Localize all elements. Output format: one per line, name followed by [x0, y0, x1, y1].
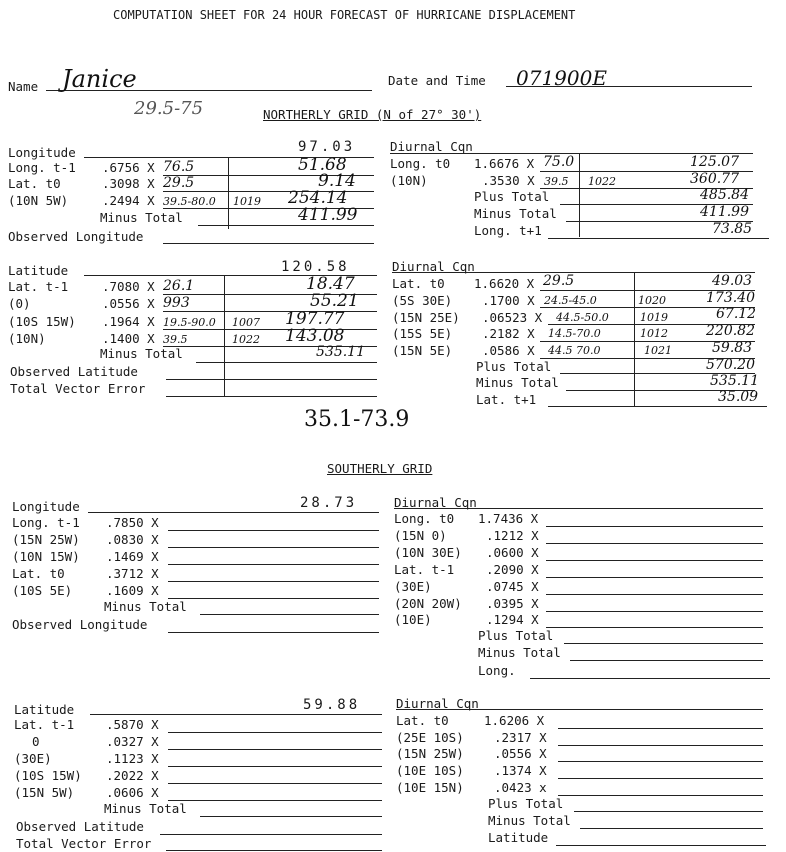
- row-pressure[interactable]: 1019: [640, 311, 668, 324]
- rule: [160, 834, 382, 835]
- row-input[interactable]: 39.5-80.0: [163, 195, 216, 208]
- minus-total-label: Minus Total: [476, 375, 559, 390]
- rule: [166, 396, 377, 397]
- name-value[interactable]: Janice: [62, 65, 137, 93]
- label: Diurnal Cqn: [390, 139, 473, 154]
- row-coef: .1469 X: [106, 549, 159, 564]
- row-coef: .1374 X: [494, 763, 547, 778]
- label: Diurnal Cqn: [396, 696, 479, 711]
- minus-total-label: Minus Total: [104, 599, 187, 614]
- row-value[interactable]: 59.83: [712, 340, 753, 356]
- southerly-heading: SOUTHERLY GRID: [327, 461, 433, 476]
- row-value[interactable]: 125.07: [690, 154, 739, 170]
- row-label: (15N 25W): [396, 746, 464, 761]
- observed-latitude-label: Observed Latitude: [16, 819, 144, 834]
- rule: [200, 614, 379, 615]
- rule: [564, 643, 763, 644]
- row-label: (30E): [394, 579, 432, 594]
- row-coef: .1400 X: [102, 331, 155, 346]
- rule: [558, 795, 763, 796]
- rule: [558, 745, 763, 746]
- minus-total-label: Minus Total: [488, 813, 571, 828]
- row-coef: .0606 X: [106, 785, 159, 800]
- row-label: (10S 15W): [8, 314, 76, 329]
- date-value[interactable]: 071900E: [516, 66, 607, 90]
- rule: [394, 508, 763, 509]
- rule: [198, 225, 374, 226]
- rule: [168, 800, 382, 801]
- row-label: (10N): [8, 331, 46, 346]
- minus-total-value[interactable]: 411.99: [700, 204, 749, 220]
- rule: [168, 598, 379, 599]
- row-input[interactable]: 19.5-90.0: [163, 316, 216, 329]
- result: 59.88: [303, 697, 361, 713]
- row-label: (25E 10S): [396, 730, 464, 745]
- row-coef: 1.6676 X: [474, 156, 535, 171]
- row-label: (10E): [394, 612, 432, 627]
- row-coef: .0556 X: [102, 296, 155, 311]
- row-label: Lat. t0: [12, 566, 65, 581]
- row-label: (5S 30E): [392, 293, 453, 308]
- rule: [546, 594, 763, 595]
- rule: [90, 714, 382, 715]
- row-label: (15N 25W): [12, 532, 80, 547]
- rule: [168, 547, 379, 548]
- rule: [530, 678, 770, 679]
- plus-total-label: Plus Total: [488, 796, 564, 811]
- rule: [558, 778, 763, 779]
- row-coef: .1609 X: [106, 583, 159, 598]
- row-coef: .1294 X: [486, 612, 539, 627]
- row-coef: .1700 X: [482, 293, 535, 308]
- row-label: (10N 15W): [12, 549, 80, 564]
- row-coef: .1964 X: [102, 314, 155, 329]
- rule: [163, 243, 374, 244]
- long-t1-label: Long. t+1: [474, 223, 542, 238]
- row-coef: .0327 X: [106, 734, 159, 749]
- row-label: (10E 15N): [396, 780, 464, 795]
- plus-total-label: Plus Total: [478, 628, 554, 643]
- row-coef: .2182 X: [482, 326, 535, 341]
- row-label: Lat. t-1: [14, 717, 75, 732]
- row-label: (10N): [390, 173, 428, 188]
- row-label: (10S 5E): [12, 583, 73, 598]
- rule: [556, 845, 766, 846]
- row-pressure[interactable]: 1019: [233, 195, 261, 208]
- rule: [558, 728, 763, 729]
- row-label: (15S 5E): [392, 326, 453, 341]
- rule: [548, 238, 769, 239]
- plus-total-label: Plus Total: [474, 189, 550, 204]
- row-label: (10N 30E): [394, 545, 462, 560]
- minus-total-value[interactable]: 535.11: [710, 373, 759, 389]
- row-label: (10S 15W): [14, 768, 82, 783]
- result: 97.03: [298, 139, 356, 155]
- row-coef: .7080 X: [102, 279, 155, 294]
- rule: [166, 850, 382, 851]
- row-label: (30E): [14, 751, 52, 766]
- rule: [546, 526, 763, 527]
- row-value[interactable]: 254.14: [288, 188, 348, 208]
- row-label: Lat. t-1: [8, 279, 69, 294]
- minus-total-value[interactable]: 411.99: [298, 205, 358, 225]
- rule: [558, 761, 763, 762]
- plus-total-value[interactable]: 570.20: [706, 357, 755, 373]
- row-value[interactable]: 55.21: [310, 291, 359, 311]
- minus-total-label: Minus Total: [104, 801, 187, 816]
- row-coef: .0586 X: [482, 343, 535, 358]
- row-coef: 1.7436 X: [478, 511, 539, 526]
- latitude-label: Latitude: [488, 830, 549, 845]
- row-coef: .0423 x: [494, 780, 547, 795]
- row-value[interactable]: 18.47: [306, 274, 355, 294]
- row-coef: .0600 X: [486, 545, 539, 560]
- row-label: 0: [32, 734, 40, 749]
- row-label: Lat. t0: [8, 176, 61, 191]
- row-coef: .2494 X: [102, 193, 155, 208]
- forecast-summary[interactable]: 35.1-73.9: [304, 407, 410, 432]
- row-coef: .06523 X: [482, 310, 543, 325]
- lat-t1-label: Lat. t+1: [476, 392, 537, 407]
- row-coef: .0745 X: [486, 579, 539, 594]
- row-label: Lat. t0: [392, 276, 445, 291]
- rule: [396, 709, 763, 710]
- row-coef: .2090 X: [486, 562, 539, 577]
- row-pressure[interactable]: 1021: [644, 344, 672, 357]
- total-vector-error-label: Total Vector Error: [16, 836, 152, 851]
- row-input[interactable]: 14.5-70.0: [548, 327, 601, 340]
- row-input[interactable]: 75.0: [543, 154, 575, 170]
- row-input[interactable]: 993: [163, 295, 190, 311]
- row-label: (20N 20W): [394, 596, 462, 611]
- northerly-heading: NORTHERLY GRID (N of 27° 30'): [263, 107, 482, 122]
- rule: [546, 577, 763, 578]
- row-input[interactable]: 39.5: [544, 175, 569, 188]
- minus-total-label: Minus Total: [474, 206, 557, 221]
- lat-t1-value[interactable]: 35.09: [718, 389, 759, 405]
- result: 120.58: [281, 259, 350, 275]
- rule: [196, 362, 377, 363]
- row-value[interactable]: 360.77: [690, 171, 739, 187]
- rule: [168, 783, 382, 784]
- row-coef: .0556 X: [494, 746, 547, 761]
- row-value[interactable]: 9.14: [318, 171, 356, 191]
- minus-total-label: Minus Total: [100, 346, 183, 361]
- row-input[interactable]: 44.5 70.0: [548, 344, 601, 357]
- row-label: Long. t0: [390, 156, 451, 171]
- row-coef: .1212 X: [486, 528, 539, 543]
- row-pressure[interactable]: 1020: [638, 294, 666, 307]
- minus-total-label: Minus Total: [478, 645, 561, 660]
- divider: [579, 154, 580, 237]
- rule: [570, 660, 763, 661]
- rule: [168, 766, 382, 767]
- row-value[interactable]: 173.40: [706, 290, 755, 306]
- row-coef: .3098 X: [102, 176, 155, 191]
- name-label: Name: [8, 79, 39, 94]
- row-input[interactable]: 26.1: [163, 278, 195, 294]
- observed-longitude-label: Observed Longitude: [8, 229, 144, 244]
- row-value[interactable]: 49.03: [712, 273, 753, 289]
- long-t1-value[interactable]: 73.85: [712, 221, 753, 237]
- row-label: Long. t0: [394, 511, 455, 526]
- rule: [168, 632, 379, 633]
- row-label: Lat. t-1: [394, 562, 455, 577]
- row-coef: 1.6206 X: [484, 713, 545, 728]
- divider: [228, 157, 229, 229]
- plus-total-label: Plus Total: [476, 359, 552, 374]
- rule: [168, 581, 379, 582]
- rule: [168, 732, 382, 733]
- rule: [580, 828, 763, 829]
- row-label: (15N 0): [394, 528, 447, 543]
- sheet-title: COMPUTATION SHEET FOR 24 HOUR FORECAST OF HURRICANE DISPLACEMENT: [113, 8, 576, 22]
- row-value[interactable]: 220.82: [706, 323, 755, 339]
- observed-latitude-label: Observed Latitude: [10, 364, 138, 379]
- row-label: (15N 25E): [392, 310, 460, 325]
- row-input[interactable]: 24.5-45.0: [544, 294, 597, 307]
- long-label: Long.: [478, 663, 516, 678]
- rule: [168, 564, 379, 565]
- row-coef: .0830 X: [106, 532, 159, 547]
- rule: [574, 811, 763, 812]
- row-label: (15N 5W): [14, 785, 75, 800]
- rule: [200, 816, 382, 817]
- row-pressure[interactable]: 1007: [232, 316, 260, 329]
- row-coef: .6756 X: [102, 160, 155, 175]
- row-label: Long. t-1: [8, 160, 76, 175]
- label: Longitude: [8, 145, 76, 160]
- row-input[interactable]: 76.5: [163, 159, 195, 175]
- label: Diurnal Cqn: [392, 259, 475, 274]
- row-coef: .2317 X: [494, 730, 547, 745]
- rule: [168, 530, 379, 531]
- divider: [634, 272, 635, 406]
- row-input[interactable]: 39.5: [163, 333, 188, 346]
- row-value[interactable]: 67.12: [716, 306, 757, 322]
- row-input[interactable]: 44.5-50.0: [556, 311, 609, 324]
- row-pressure[interactable]: 1012: [640, 327, 668, 340]
- rule: [166, 379, 377, 380]
- date-label: Date and Time: [388, 73, 486, 88]
- row-coef: .5870 X: [106, 717, 159, 732]
- row-coef: .0395 X: [486, 596, 539, 611]
- row-value[interactable]: 197.77: [285, 309, 345, 329]
- plus-total-value[interactable]: 485.84: [700, 187, 749, 203]
- rule: [168, 749, 382, 750]
- label: Longitude: [12, 499, 80, 514]
- minus-total-value[interactable]: 535.11: [316, 344, 365, 360]
- rule: [546, 560, 763, 561]
- label: Diurnal Cqn: [394, 495, 477, 510]
- row-coef: .1123 X: [106, 751, 159, 766]
- row-coef: .3712 X: [106, 566, 159, 581]
- row-input[interactable]: 29.5: [163, 175, 195, 191]
- row-label: (10E 10S): [396, 763, 464, 778]
- rule: [548, 406, 767, 407]
- row-label: Long. t-1: [12, 515, 80, 530]
- result: 28.73: [300, 495, 358, 511]
- row-label: Lat. t0: [396, 713, 449, 728]
- rule: [163, 311, 377, 312]
- row-pressure[interactable]: 1022: [588, 175, 616, 188]
- row-coef: .3530 X: [482, 173, 535, 188]
- row-value[interactable]: 51.68: [298, 155, 347, 175]
- minus-total-label: Minus Total: [100, 210, 183, 225]
- row-label: (15N 5E): [392, 343, 453, 358]
- row-label: (10N 5W): [8, 193, 69, 208]
- label: Latitude: [14, 702, 75, 717]
- row-coef: .7850 X: [106, 515, 159, 530]
- row-label: (0): [8, 296, 31, 311]
- rule: [546, 627, 763, 628]
- row-value[interactable]: 143.08: [285, 326, 345, 346]
- row-coef: .2022 X: [106, 768, 159, 783]
- margin-note: 29.5-75: [134, 98, 204, 119]
- label: Latitude: [8, 263, 69, 278]
- row-pressure[interactable]: 1022: [232, 333, 260, 346]
- rule: [546, 611, 763, 612]
- total-vector-error-label: Total Vector Error: [10, 381, 146, 396]
- rule: [546, 543, 763, 544]
- rule: [88, 512, 379, 513]
- observed-longitude-label: Observed Longitude: [12, 617, 148, 632]
- row-input[interactable]: 29.5: [543, 273, 575, 289]
- row-coef: 1.6620 X: [474, 276, 535, 291]
